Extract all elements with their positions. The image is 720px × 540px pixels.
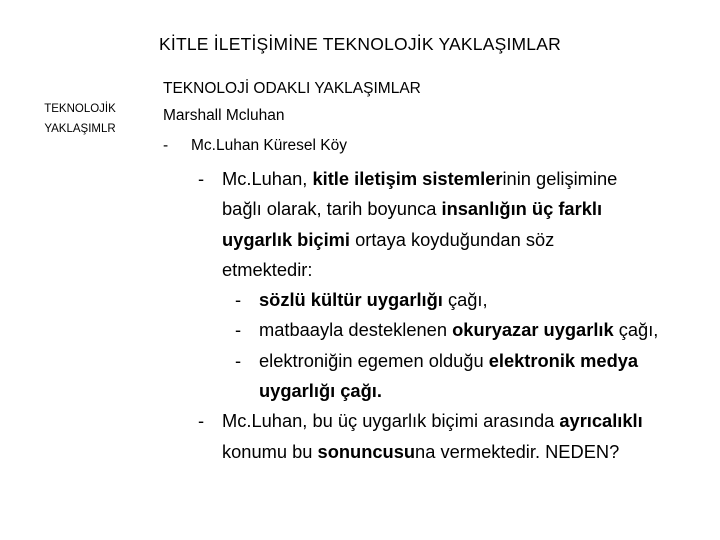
text-run: bağlı olarak, tarih boyunca <box>222 198 442 220</box>
list-item-literate-culture <box>198 315 720 345</box>
sidebar-label <box>30 99 130 139</box>
bullet-dash: - <box>235 319 242 341</box>
paragraph-1-line-4 <box>198 255 720 285</box>
subheading-approaches: TEKNOLOJİ ODAKLI YAKLAŞIMLAR <box>163 80 421 97</box>
list-item-electronic-media <box>198 346 720 376</box>
slide-title: KİTLE İLETİŞİMİNE TEKNOLOJİK YAKLAŞIMLAR <box>159 34 561 54</box>
bold-text-run: uygarlığı çağı. <box>259 380 382 402</box>
text-run: inin gelişimine <box>502 168 618 189</box>
bold-text-run: uygarlık biçimi <box>222 228 351 250</box>
bold-text-run: okuryazar uygarlık <box>452 319 614 341</box>
slide-body <box>198 164 720 467</box>
bold-text-run: kitle iletişim sistemler <box>312 168 503 189</box>
subheading-global-village <box>163 136 347 156</box>
bold-text-run: sözlü kültür uygarlığı <box>259 289 443 311</box>
bold-text-run: ayrıcalıklı <box>559 410 643 432</box>
text-run: çağı, <box>613 319 659 341</box>
sidebar-label-line1: TEKNOLOJİK <box>44 103 116 115</box>
bold-text-run: insanlığın üç farklı <box>441 198 603 220</box>
bullet-dash: - <box>235 349 242 371</box>
paragraph-1-line-2 <box>198 194 720 224</box>
text-run: ortaya koyduğundan söz <box>350 228 555 250</box>
paragraph-2-line-1 <box>198 406 720 436</box>
bullet-dash: - <box>198 410 205 432</box>
paragraph-1-line-3 <box>198 225 720 255</box>
subheading-author: Marshall Mcluhan <box>163 107 285 124</box>
text-run: Mc.Luhan, <box>222 168 313 189</box>
list-item-electronic-media-cont <box>198 376 720 406</box>
sidebar-label-line2: YAKLAŞIMLR <box>44 123 116 135</box>
bullet-dash: - <box>235 289 242 311</box>
text-run: Mc.Luhan, bu üç uygarlık biçimi arasında <box>222 410 560 432</box>
text-run: elektroniğin egemen olduğu <box>259 349 489 371</box>
text-run: konumu bu <box>222 440 318 462</box>
text-run: matbaayla desteklenen <box>259 319 453 341</box>
paragraph-2-line-2 <box>198 437 720 467</box>
list-item-oral-culture <box>198 285 720 315</box>
bold-text-run: sonuncusu <box>317 440 416 462</box>
paragraph-1-line-1 <box>198 164 720 194</box>
bullet-dash: - <box>198 168 205 189</box>
text-run: etmektedir: <box>222 258 313 280</box>
text-run: çağı, <box>442 289 488 311</box>
text-run: na vermektedir. NEDEN? <box>415 440 620 462</box>
bold-text-run: elektronik medya <box>488 349 639 371</box>
subheading-global-village-text: Mc.Luhan Küresel Köy <box>191 137 347 154</box>
bullet-dash: - <box>163 137 169 154</box>
